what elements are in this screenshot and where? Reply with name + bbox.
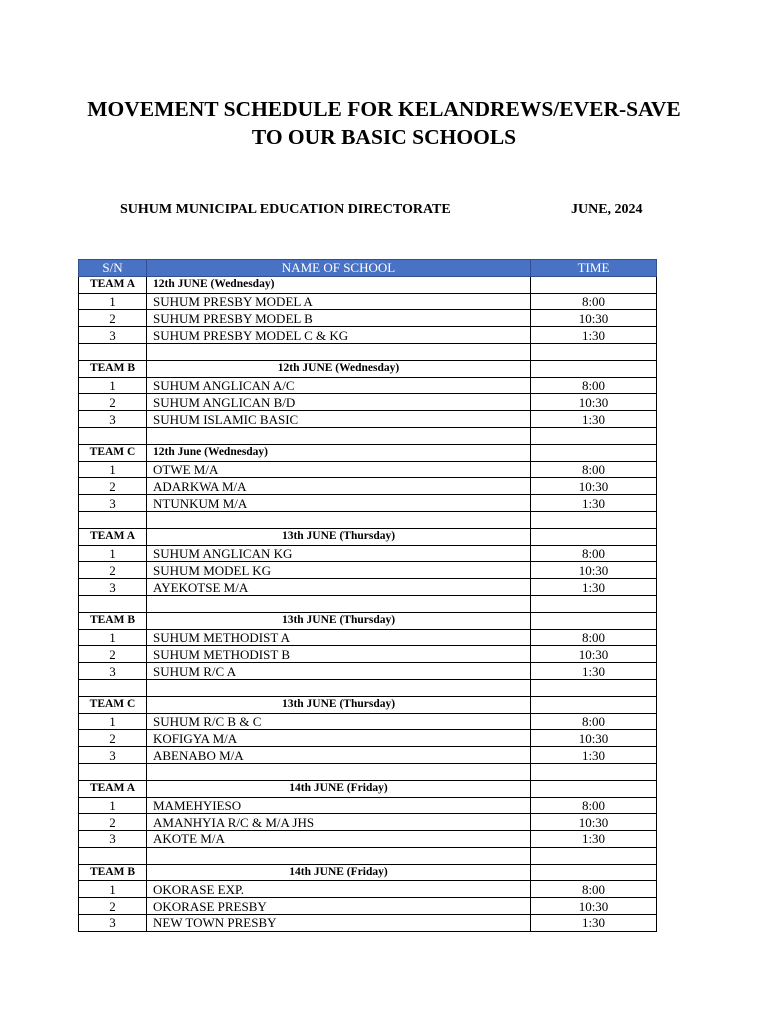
row-time: 10:30 — [531, 814, 657, 831]
title-line-1: MOVEMENT SCHEDULE FOR KELANDREWS/EVER-SAVE — [87, 97, 681, 121]
team-date: 12th June (Wednesday) — [147, 444, 531, 461]
period-label: JUNE, 2024 — [571, 202, 643, 217]
row-school: ABENABO M/A — [147, 747, 531, 764]
table-row — [79, 831, 657, 848]
row-time: 10:30 — [531, 562, 657, 579]
row-time: 10:30 — [531, 730, 657, 747]
spacer-cell — [79, 679, 147, 696]
table-row — [79, 545, 657, 562]
row-school: ADARKWA M/A — [147, 478, 531, 495]
spacer-cell — [79, 511, 147, 528]
row-time: 10:30 — [531, 394, 657, 411]
team-time-empty — [531, 276, 657, 293]
spacer-cell — [147, 847, 531, 864]
row-sn: 3 — [79, 411, 147, 428]
team-date: 14th JUNE (Friday) — [147, 864, 531, 881]
spacer-row — [79, 847, 657, 864]
row-school: MAMEHYIESO — [147, 797, 531, 814]
row-school: AKOTE M/A — [147, 831, 531, 848]
row-school: SUHUM ANGLICAN KG — [147, 545, 531, 562]
row-time: 1:30 — [531, 831, 657, 848]
table-row — [79, 461, 657, 478]
table-row — [79, 579, 657, 596]
team-date: 13th JUNE (Thursday) — [147, 696, 531, 713]
team-row — [79, 528, 657, 545]
row-time: 8:00 — [531, 797, 657, 814]
table-row — [79, 797, 657, 814]
table-row — [79, 730, 657, 747]
row-sn: 1 — [79, 461, 147, 478]
table-row — [79, 814, 657, 831]
spacer-row — [79, 427, 657, 444]
spacer-cell — [531, 847, 657, 864]
spacer-cell — [147, 343, 531, 360]
spacer-cell — [531, 763, 657, 780]
team-label: TEAM A — [79, 528, 147, 545]
spacer-cell — [79, 763, 147, 780]
team-label: TEAM B — [79, 612, 147, 629]
table-row — [79, 881, 657, 898]
table-row — [79, 293, 657, 310]
row-time: 8:00 — [531, 629, 657, 646]
row-sn: 2 — [79, 478, 147, 495]
row-school: SUHUM ANGLICAN B/D — [147, 394, 531, 411]
table-row — [79, 377, 657, 394]
row-time: 1:30 — [531, 495, 657, 512]
row-time: 8:00 — [531, 377, 657, 394]
row-school: SUHUM PRESBY MODEL A — [147, 293, 531, 310]
team-row — [79, 864, 657, 881]
row-time: 8:00 — [531, 881, 657, 898]
row-time: 10:30 — [531, 478, 657, 495]
row-school: SUHUM R/C B & C — [147, 713, 531, 730]
row-time: 1:30 — [531, 915, 657, 932]
team-row — [79, 444, 657, 461]
row-time: 1:30 — [531, 579, 657, 596]
row-school: OKORASE EXP. — [147, 881, 531, 898]
team-date: 13th JUNE (Thursday) — [147, 528, 531, 545]
row-time: 8:00 — [531, 545, 657, 562]
spacer-cell — [79, 427, 147, 444]
row-school: AMANHYIA R/C & M/A JHS — [147, 814, 531, 831]
row-school: OTWE M/A — [147, 461, 531, 478]
team-row — [79, 360, 657, 377]
table-row — [79, 411, 657, 428]
team-label: TEAM C — [79, 696, 147, 713]
team-time-empty — [531, 864, 657, 881]
schedule-table — [78, 259, 657, 932]
spacer-cell — [531, 427, 657, 444]
row-school: SUHUM METHODIST A — [147, 629, 531, 646]
row-school: SUHUM ANGLICAN A/C — [147, 377, 531, 394]
table-row — [79, 394, 657, 411]
team-time-empty — [531, 696, 657, 713]
row-school: SUHUM PRESBY MODEL C & KG — [147, 327, 531, 344]
spacer-row — [79, 343, 657, 360]
row-school: SUHUM MODEL KG — [147, 562, 531, 579]
team-date: 14th JUNE (Friday) — [147, 780, 531, 797]
team-time-empty — [531, 360, 657, 377]
spacer-row — [79, 763, 657, 780]
spacer-cell — [147, 511, 531, 528]
table-row — [79, 646, 657, 663]
schedule-body — [79, 276, 657, 931]
spacer-cell — [531, 511, 657, 528]
spacer-cell — [79, 343, 147, 360]
row-school: AYEKOTSE M/A — [147, 579, 531, 596]
team-row — [79, 696, 657, 713]
row-sn: 1 — [79, 545, 147, 562]
row-school: SUHUM ISLAMIC BASIC — [147, 411, 531, 428]
team-time-empty — [531, 444, 657, 461]
team-time-empty — [531, 780, 657, 797]
row-sn: 2 — [79, 646, 147, 663]
spacer-cell — [531, 343, 657, 360]
table-row — [79, 663, 657, 680]
team-date: 12th JUNE (Wednesday) — [147, 360, 531, 377]
table-row — [79, 562, 657, 579]
team-label: TEAM B — [79, 360, 147, 377]
table-row — [79, 629, 657, 646]
row-time: 1:30 — [531, 327, 657, 344]
spacer-row — [79, 595, 657, 612]
row-time: 10:30 — [531, 646, 657, 663]
table-header-row — [79, 260, 657, 277]
table-row — [79, 310, 657, 327]
row-school: SUHUM R/C A — [147, 663, 531, 680]
row-time: 1:30 — [531, 411, 657, 428]
team-date: 12th JUNE (Wednesday) — [147, 276, 531, 293]
spacer-row — [79, 511, 657, 528]
header-school: NAME OF SCHOOL — [147, 260, 531, 277]
header-time: TIME — [531, 260, 657, 277]
directorate-label: SUHUM MUNICIPAL EDUCATION DIRECTORATE — [120, 202, 451, 217]
team-row — [79, 780, 657, 797]
table-row — [79, 478, 657, 495]
team-date: 13th JUNE (Thursday) — [147, 612, 531, 629]
row-school: NEW TOWN PRESBY — [147, 915, 531, 932]
team-time-empty — [531, 612, 657, 629]
row-sn: 2 — [79, 814, 147, 831]
row-sn: 3 — [79, 495, 147, 512]
table-row — [79, 495, 657, 512]
row-sn: 2 — [79, 562, 147, 579]
spacer-cell — [147, 679, 531, 696]
row-sn: 1 — [79, 629, 147, 646]
row-sn: 3 — [79, 327, 147, 344]
row-time: 8:00 — [531, 293, 657, 310]
team-time-empty — [531, 528, 657, 545]
team-label: TEAM C — [79, 444, 147, 461]
team-row — [79, 612, 657, 629]
row-sn: 1 — [79, 293, 147, 310]
title-line-2: TO OUR BASIC SCHOOLS — [251, 125, 517, 149]
row-school: NTUNKUM M/A — [147, 495, 531, 512]
row-sn: 3 — [79, 747, 147, 764]
row-sn: 1 — [79, 881, 147, 898]
table-row — [79, 327, 657, 344]
table-row — [79, 747, 657, 764]
row-sn: 1 — [79, 713, 147, 730]
table-row — [79, 915, 657, 932]
row-sn: 2 — [79, 730, 147, 747]
table-row — [79, 898, 657, 915]
row-sn: 2 — [79, 898, 147, 915]
row-school: SUHUM METHODIST B — [147, 646, 531, 663]
row-sn: 3 — [79, 663, 147, 680]
table-row — [79, 713, 657, 730]
row-time: 8:00 — [531, 713, 657, 730]
row-sn: 2 — [79, 394, 147, 411]
row-sn: 3 — [79, 579, 147, 596]
team-label: TEAM B — [79, 864, 147, 881]
spacer-cell — [531, 595, 657, 612]
row-sn: 3 — [79, 915, 147, 932]
row-sn: 1 — [79, 377, 147, 394]
row-time: 10:30 — [531, 898, 657, 915]
spacer-cell — [147, 763, 531, 780]
row-time: 1:30 — [531, 747, 657, 764]
row-school: OKORASE PRESBY — [147, 898, 531, 915]
spacer-cell — [79, 595, 147, 612]
team-row — [79, 276, 657, 293]
row-time: 10:30 — [531, 310, 657, 327]
row-school: KOFIGYA M/A — [147, 730, 531, 747]
spacer-cell — [531, 679, 657, 696]
spacer-cell — [147, 595, 531, 612]
row-time: 1:30 — [531, 663, 657, 680]
row-sn: 3 — [79, 831, 147, 848]
document-title — [0, 95, 768, 151]
header-sn: S/N — [79, 260, 147, 277]
row-school: SUHUM PRESBY MODEL B — [147, 310, 531, 327]
row-sn: 2 — [79, 310, 147, 327]
spacer-cell — [147, 427, 531, 444]
team-label: TEAM A — [79, 276, 147, 293]
spacer-row — [79, 679, 657, 696]
spacer-cell — [79, 847, 147, 864]
row-time: 8:00 — [531, 461, 657, 478]
row-sn: 1 — [79, 797, 147, 814]
team-label: TEAM A — [79, 780, 147, 797]
